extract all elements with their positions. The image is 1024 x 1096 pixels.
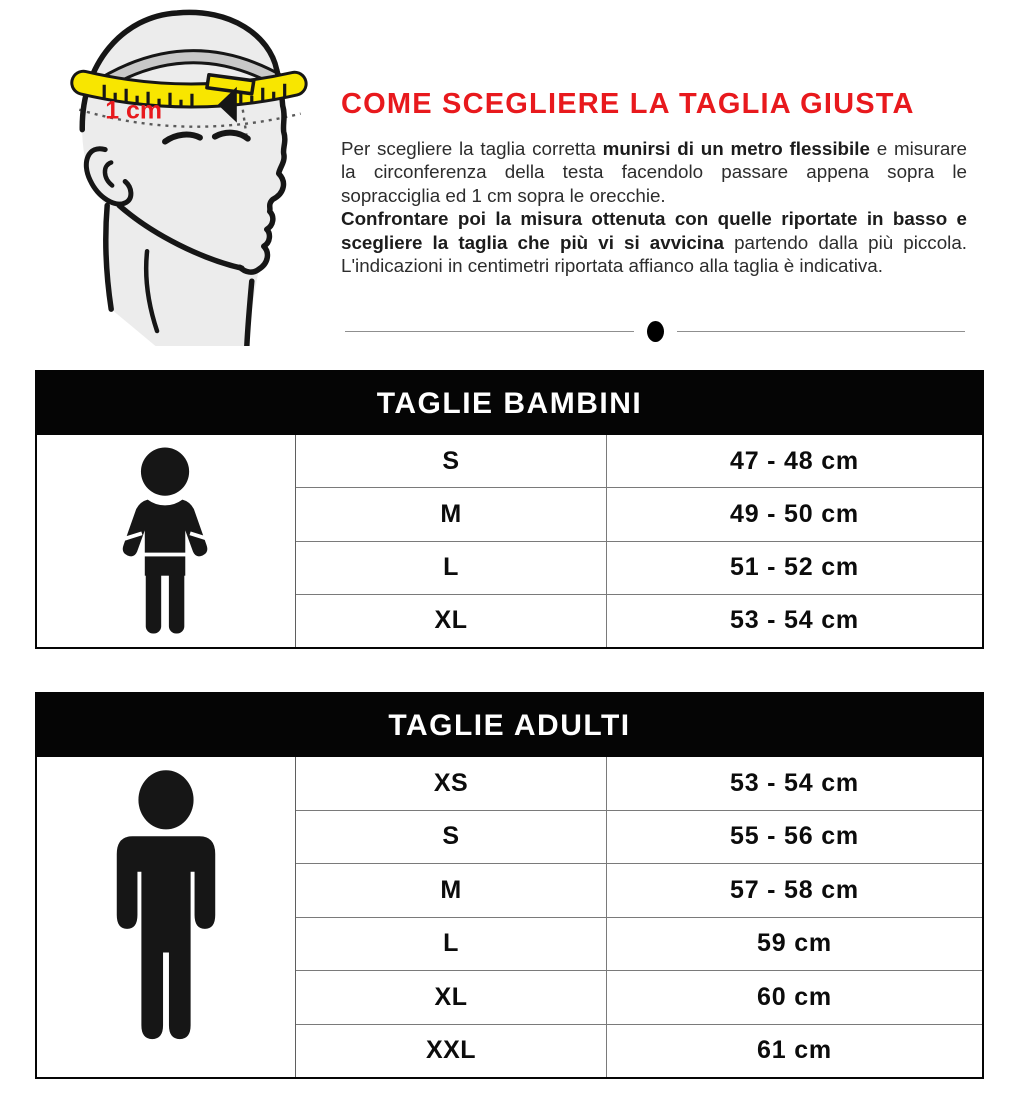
- size-range: 57 - 58 cm: [730, 875, 859, 904]
- size-table-adulti: [35, 692, 984, 1079]
- table-row: [296, 970, 982, 1024]
- table-row: [296, 435, 982, 487]
- size-label: L: [296, 542, 607, 594]
- intro-p2-text: partendo dalla più piccola. L'indicazioni in centimetri riportata affianco alla taglia è indicativa.: [341, 231, 967, 277]
- table-row: [296, 810, 982, 864]
- size-table-bambini: [35, 370, 984, 649]
- icon-cell-adulti: [37, 757, 296, 1077]
- size-range: 55 - 56 cm: [730, 822, 859, 851]
- section-divider: [345, 320, 965, 342]
- child-silhouette-icon: [113, 443, 219, 639]
- head-with-measuring-tape-icon: [18, 2, 330, 346]
- size-range: 51 - 52 cm: [730, 553, 859, 582]
- size-label: S: [296, 811, 607, 864]
- table-row: [296, 487, 982, 540]
- size-label: XS: [296, 757, 607, 810]
- head-measure-illustration: [18, 2, 330, 346]
- intro-p1-bold: munirsi di un metro flessibile: [602, 138, 870, 159]
- table-body-adulti: [37, 757, 982, 1077]
- table-title-bambini: TAGLIE BAMBINI: [37, 372, 982, 435]
- table-row: [296, 1024, 982, 1078]
- intro-section: [341, 88, 967, 277]
- size-label: M: [296, 488, 607, 540]
- divider-line-left: [345, 331, 634, 332]
- size-label: L: [296, 918, 607, 971]
- size-label: XL: [296, 971, 607, 1024]
- adult-silhouette-icon: [102, 769, 230, 1065]
- size-range: 53 - 54 cm: [730, 606, 859, 635]
- divider-dot-icon: [647, 321, 664, 342]
- table-body-bambini: [37, 435, 982, 647]
- table-row: [296, 594, 982, 647]
- table-row: [296, 863, 982, 917]
- size-range: 49 - 50 cm: [730, 499, 859, 528]
- intro-p1-text-2: e misurare la circonferenza della testa facendolo passare appena sopra le sopracciglia ed 1 cm sopra le orecchie.: [341, 138, 968, 206]
- size-range: 47 - 48 cm: [730, 446, 859, 475]
- rows-adulti: [296, 757, 982, 1077]
- one-cm-label: 1 cm: [105, 96, 162, 125]
- intro-p2-bold: Confrontare poi la misura ottenuta con quelle riportate in basso e scegliere la taglia che più vi si avvicina: [341, 208, 967, 253]
- icon-cell-bambini: [37, 435, 296, 647]
- table-title-adulti: TAGLIE ADULTI: [37, 694, 982, 757]
- divider-line-right: [677, 331, 966, 332]
- table-row: [296, 757, 982, 810]
- rows-bambini: [296, 435, 982, 647]
- size-label: XXL: [296, 1025, 607, 1078]
- table-row: [296, 917, 982, 971]
- size-range: 59 cm: [757, 929, 832, 958]
- page-title: COME SCEGLIERE LA TAGLIA GIUSTA: [341, 88, 915, 120]
- size-range: 53 - 54 cm: [730, 768, 859, 797]
- intro-p1-text: Per scegliere la taglia corretta: [341, 138, 603, 159]
- size-label: S: [296, 435, 607, 487]
- table-row: [296, 541, 982, 594]
- intro-paragraph-1: [341, 137, 967, 207]
- size-label: M: [296, 864, 607, 917]
- size-range: 61 cm: [757, 1036, 832, 1065]
- size-label: XL: [296, 595, 607, 647]
- size-range: 60 cm: [757, 982, 832, 1011]
- intro-paragraph-2: [341, 207, 967, 277]
